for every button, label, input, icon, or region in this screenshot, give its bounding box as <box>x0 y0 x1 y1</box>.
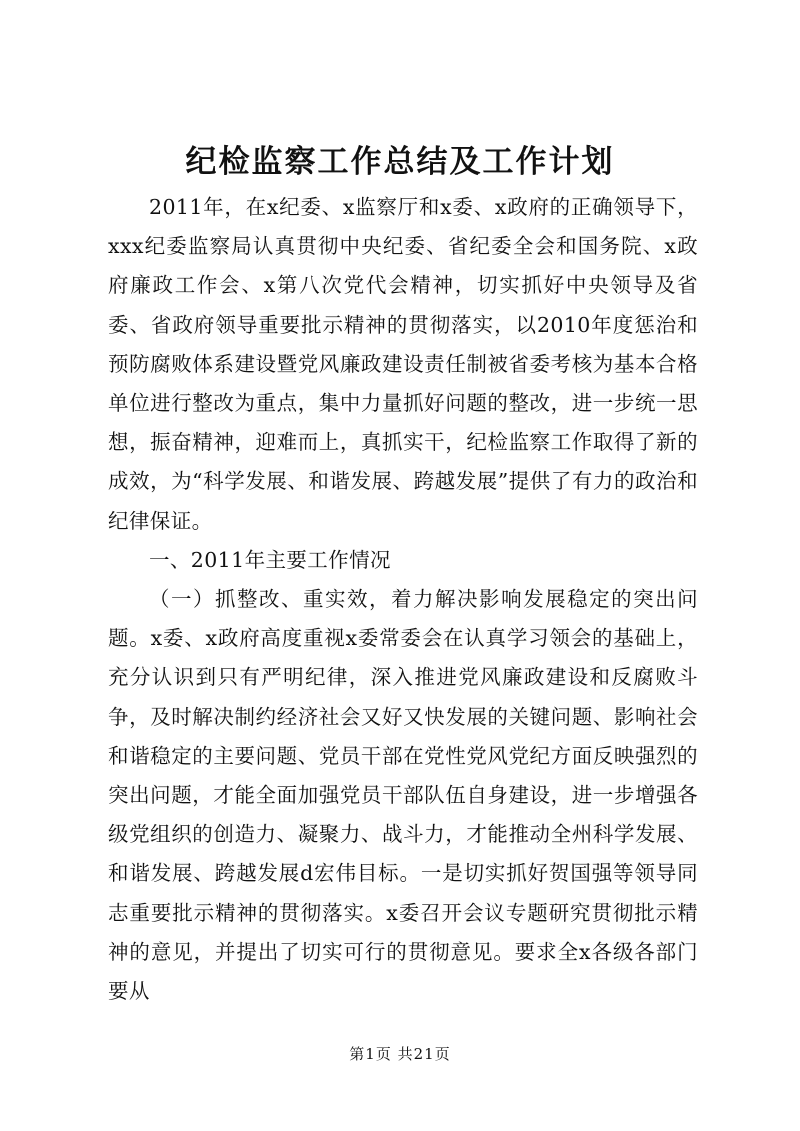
paragraph-section-1: （一）抓整改、重实效，着力解决影响发展稳定的突出问题。x委、x政府高度重视x委常委会在认真学习领会的基础上，充分认识到只有严明纪律，深入推进党风廉政建设和反腐败斗争，及时解决制约经济社会又好又快发展的关键问题、影响社会和谐稳定的主要问题、党员干部在党性党风党纪方面反映强烈的突出问题，才能全面加强党员干部队伍自身建设，进一步增强各级党组织的创造力、凝聚力、战斗力，才能推动全州科学发展、和谐发展、跨越发展d宏伟目标。一是切实抓好贺国强等领导同志重要批示精神的贯彻落实。x委召开会议专题研究贯彻批示精神的意见，并提出了切实可行的贯彻意见。要求全x各级各部门要从 <box>108 587 698 1004</box>
section-heading: 一、2011年主要工作情况 <box>149 547 391 572</box>
document-body <box>108 188 698 1011</box>
document-title: 纪检监察工作总结及工作计划 <box>185 144 615 180</box>
paragraph-intro: 2011年，在x纪委、x监察厅和x委、x政府的正确领导下，xxx纪委监察局认真贯彻中央纪委、省纪委全会和国务院、x政府廉政工作会、x第八次党代会精神，切实抓好中央领导及省委、省政府领导重要批示精神的贯彻落实，以2010年度惩治和预防腐败体系建设暨党风廉政建设责任制被省委考核为基本合格单位进行整改为重点，集中力量抓好问题的整改，进一步统一思想，振奋精神，迎难而上，真抓实干，纪检监察工作取得了新的成效，为“科学发展、和谐发展、跨越发展”提供了有力的政治和纪律保证。 <box>108 195 698 533</box>
page-footer: 第1页 共21页 <box>349 1045 451 1063</box>
